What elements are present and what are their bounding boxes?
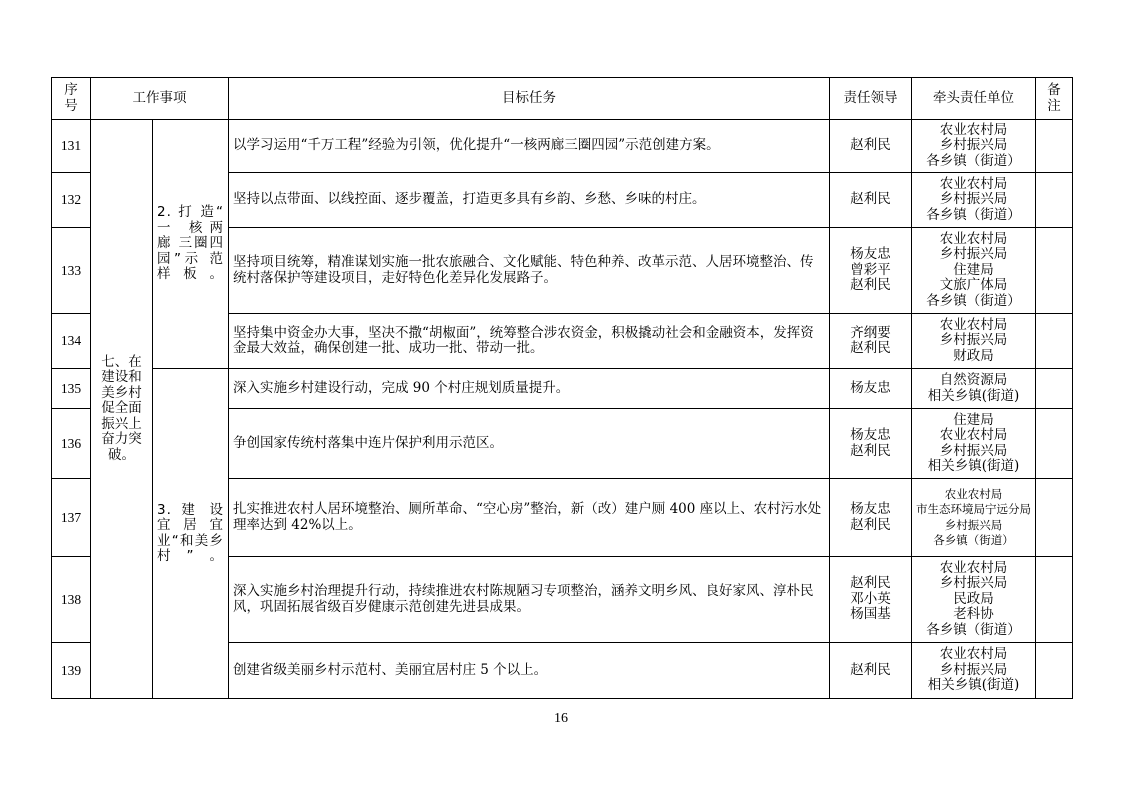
- note-cell: [1036, 479, 1073, 557]
- header-seq: 序 号: [52, 78, 91, 120]
- unit-cell: 农业农村局 乡村振兴局 相关乡镇(街道): [912, 643, 1036, 699]
- target-task: 深入实施乡村建设行动，完成 90 个村庄规划质量提升。: [229, 369, 830, 409]
- leader-cell: 杨友忠 曾彩平 赵利民: [830, 228, 912, 314]
- row-number: 133: [52, 228, 91, 314]
- table-row: [52, 120, 1073, 173]
- target-task: 争创国家传统村落集中连片保护利用示范区。: [229, 409, 830, 479]
- target-task: 坚持集中资金办大事，坚决不撒“胡椒面”，统筹整合涉农资金，积极撬动社会和金融资本，发挥资金最大效益，确保创建一批、成功一批、带动一批。: [229, 314, 830, 369]
- leader-cell: 赵利民: [830, 173, 912, 228]
- unit-cell: 自然资源局 相关乡镇(街道): [912, 369, 1036, 409]
- note-cell: [1036, 557, 1073, 643]
- row-number: 139: [52, 643, 91, 699]
- note-cell: [1036, 228, 1073, 314]
- row-number: 132: [52, 173, 91, 228]
- header-note: 备 注: [1036, 78, 1073, 120]
- row-number: 131: [52, 120, 91, 173]
- unit-cell: 农业农村局 乡村振兴局 住建局 文旅广体局 各乡镇（街道）: [912, 228, 1036, 314]
- target-task: 扎实推进农村人居环境整治、厕所革命、“空心房”整治，新（改）建户厕 400 座以上、农村污水处理率达到 42%以上。: [229, 479, 830, 557]
- header-target: 目标任务: [229, 78, 830, 120]
- target-task: 深入实施乡村治理提升行动，持续推进农村陈规陋习专项整治，涵养文明乡风、良好家风、淳朴民风，巩固拓展省级百岁健康示范创建先进县成果。: [229, 557, 830, 643]
- unit-cell: 农业农村局 乡村振兴局 各乡镇（街道）: [912, 173, 1036, 228]
- row-number: 136: [52, 409, 91, 479]
- target-task: 以学习运用“千万工程”经验为引领，优化提升“一核两廊三圈四园”示范创建方案。: [229, 120, 830, 173]
- category-cell: 七、在建设和美乡村促全面振兴上奋力突破。: [91, 120, 153, 699]
- note-cell: [1036, 120, 1073, 173]
- target-task: 坚持项目统筹，精准谋划实施一批农旅融合、文化赋能、特色种养、改革示范、人居环境整治、传统村落保护等建设项目，走好特色化差异化发展路子。: [229, 228, 830, 314]
- subcategory-cell: 3. 建 设宜 居 宜业“和美乡村”。: [153, 369, 229, 699]
- note-cell: [1036, 173, 1073, 228]
- header-leader: 责任领导: [830, 78, 912, 120]
- header-row: [52, 78, 1073, 120]
- target-task: 坚持以点带面、以线控面、逐步覆盖，打造更多具有乡韵、乡愁、乡味的村庄。: [229, 173, 830, 228]
- target-task: 创建省级美丽乡村示范村、美丽宜居村庄 5 个以上。: [229, 643, 830, 699]
- table-row: [52, 369, 1073, 409]
- subcategory-cell: 2. 打 造“ 一 核两 廊 三圈四园”示 范 样板。: [153, 120, 229, 369]
- leader-cell: 杨友忠 赵利民: [830, 479, 912, 557]
- unit-cell: 农业农村局 乡村振兴局 各乡镇（街道）: [912, 120, 1036, 173]
- note-cell: [1036, 369, 1073, 409]
- leader-cell: 赵利民 邓小英 杨国基: [830, 557, 912, 643]
- leader-cell: 赵利民: [830, 120, 912, 173]
- leader-cell: 赵利民: [830, 643, 912, 699]
- row-number: 138: [52, 557, 91, 643]
- task-table: [51, 77, 1073, 699]
- leader-cell: 齐纲要 赵利民: [830, 314, 912, 369]
- header-item: 工作事项: [91, 78, 229, 120]
- note-cell: [1036, 314, 1073, 369]
- note-cell: [1036, 643, 1073, 699]
- note-cell: [1036, 409, 1073, 479]
- row-number: 137: [52, 479, 91, 557]
- row-number: 134: [52, 314, 91, 369]
- unit-cell: 农业农村局 市生态环境局宁远分局 乡村振兴局 各乡镇（街道）: [912, 479, 1036, 557]
- unit-cell: 农业农村局 乡村振兴局 财政局: [912, 314, 1036, 369]
- page-number: 16: [554, 711, 568, 726]
- header-unit: 牵头责任单位: [912, 78, 1036, 120]
- unit-cell: 住建局 农业农村局 乡村振兴局 相关乡镇(街道): [912, 409, 1036, 479]
- row-number: 135: [52, 369, 91, 409]
- leader-cell: 杨友忠: [830, 369, 912, 409]
- unit-cell: 农业农村局 乡村振兴局 民政局 老科协 各乡镇（街道）: [912, 557, 1036, 643]
- leader-cell: 杨友忠 赵利民: [830, 409, 912, 479]
